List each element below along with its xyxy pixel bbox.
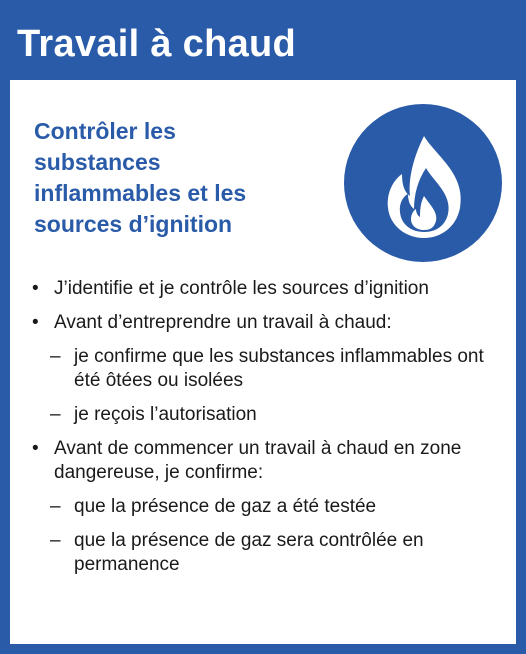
list-item xyxy=(30,311,490,335)
flame-icon xyxy=(344,104,502,262)
dash-icon: – xyxy=(50,346,61,367)
list-item-text: J’identifie et je contrôle les sources d’ignition xyxy=(54,278,429,299)
section-heading-line: sources d’ignition xyxy=(34,211,233,237)
section-heading-line: Contrôler les xyxy=(34,118,176,144)
sub-list-item-text: je reçois l’autorisation xyxy=(74,404,257,425)
sub-list-item-text: que la présence de gaz sera contrôlée en permanence xyxy=(74,530,424,575)
section-heading-line: substances xyxy=(34,149,161,175)
section-heading xyxy=(34,116,334,240)
header-bar xyxy=(0,0,526,90)
list-item-text: Avant de commencer un travail à chaud en zone dangereuse, je confirme: xyxy=(54,438,462,483)
bullet-icon: • xyxy=(32,438,39,459)
sub-list-item xyxy=(30,495,490,519)
dash-icon: – xyxy=(50,530,61,551)
flame-glyph xyxy=(344,104,502,262)
sub-list-item xyxy=(30,403,490,427)
dash-icon: – xyxy=(50,404,61,425)
list-item xyxy=(30,437,490,485)
sub-list-item-text: que la présence de gaz a été testée xyxy=(74,496,377,517)
list-item xyxy=(30,277,490,301)
section-heading-line: inflammables et les xyxy=(34,180,247,206)
instruction-list xyxy=(30,277,490,587)
sub-list-item-text: je confirme que les substances inflammables ont été ôtées ou isolées xyxy=(74,346,484,391)
dash-icon: – xyxy=(50,496,61,517)
page-title: Travail à chaud xyxy=(17,23,297,65)
sub-list-item xyxy=(30,529,490,577)
list-item-text: Avant d’entreprendre un travail à chaud: xyxy=(54,312,392,333)
bullet-icon: • xyxy=(32,312,39,333)
sub-list-item xyxy=(30,345,490,393)
bullet-icon: • xyxy=(32,278,39,299)
